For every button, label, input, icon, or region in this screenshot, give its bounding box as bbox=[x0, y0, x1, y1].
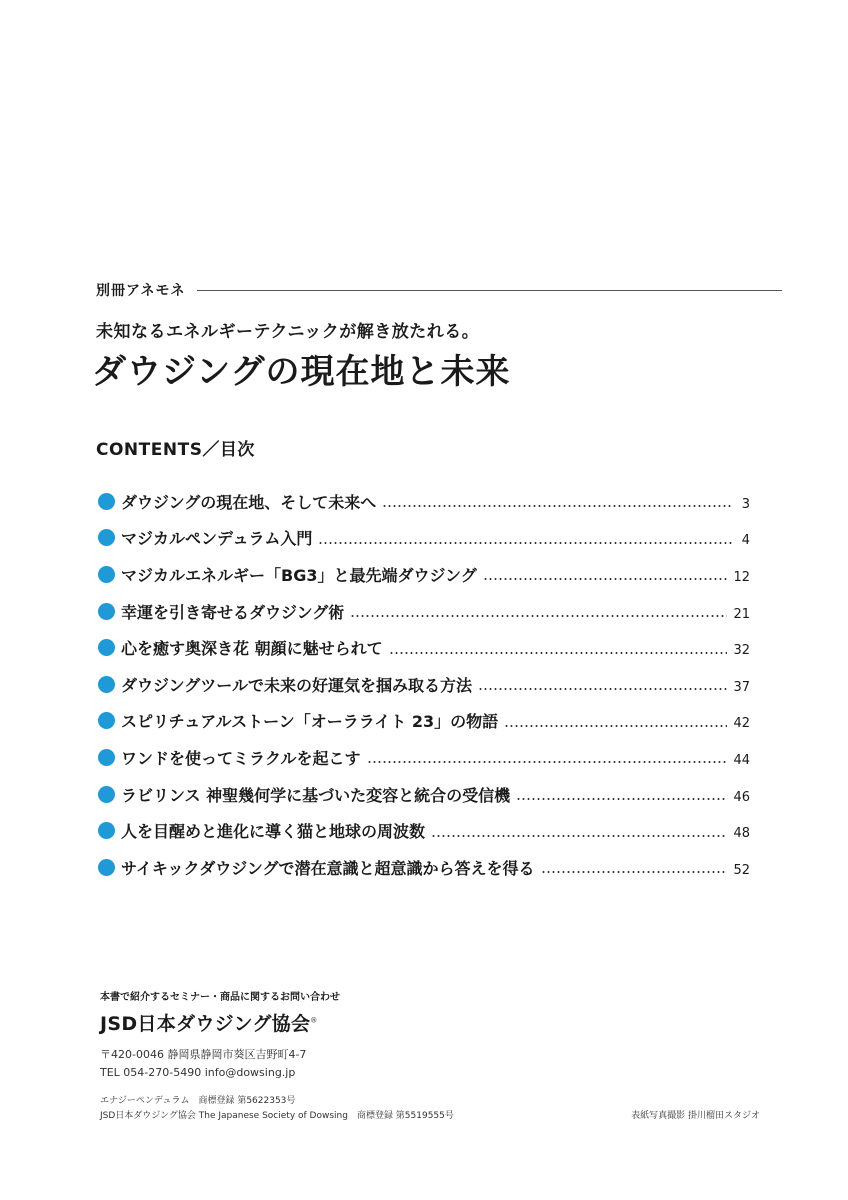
series-name: 別冊アネモネ bbox=[96, 283, 186, 299]
toc-item-title: 幸運を引き寄せるダウジング術 bbox=[121, 602, 345, 622]
toc-item-page: 21 bbox=[733, 606, 750, 622]
table-of-contents bbox=[98, 483, 750, 886]
dot-leader bbox=[431, 835, 727, 837]
bullet-icon bbox=[98, 786, 115, 803]
toc-item-page: 46 bbox=[733, 789, 750, 805]
toc-item bbox=[98, 812, 750, 849]
dot-leader bbox=[318, 542, 732, 544]
toc-item-page: 37 bbox=[733, 679, 750, 695]
toc-item-title: 心を癒す奥深き花 朝顔に魅せられて bbox=[121, 639, 383, 659]
page-subtitle: 未知なるエネルギーテクニックが解き放たれる。 bbox=[96, 322, 480, 342]
bullet-icon bbox=[98, 603, 115, 620]
series-header bbox=[96, 280, 782, 300]
dot-leader bbox=[389, 652, 728, 654]
bullet-icon bbox=[98, 822, 115, 839]
toc-item-page: 12 bbox=[733, 569, 750, 585]
contents-heading: CONTENTS／目次 bbox=[96, 440, 255, 460]
organization-name-text: JSD日本ダウジング協会 bbox=[100, 1013, 311, 1035]
organization-name bbox=[100, 1009, 760, 1036]
toc-item-page: 4 bbox=[741, 533, 750, 549]
toc-item-title: ダウジングの現在地、そして未来へ bbox=[121, 492, 377, 512]
toc-item-title: ダウジングツールで未来の好運気を掴み取る方法 bbox=[121, 675, 472, 695]
toc-item-title: サイキックダウジングで潜在意識と超意識から答えを得る bbox=[121, 858, 535, 878]
series-divider bbox=[197, 290, 782, 291]
toc-item bbox=[98, 739, 750, 776]
toc-item bbox=[98, 629, 750, 666]
inquiry-text: 本書で紹介するセミナー・商品に関するお問い合わせ bbox=[100, 992, 340, 1003]
toc-item-title: スピリチュアルストーン「オーラライト 23」の物語 bbox=[121, 712, 499, 732]
toc-item bbox=[98, 593, 750, 630]
toc-item-page: 44 bbox=[733, 752, 750, 768]
bullet-icon bbox=[98, 712, 115, 729]
toc-item-title: マジカルエネルギー「BG3」と最先端ダウジング bbox=[121, 565, 477, 585]
trademark-org: JSD日本ダウジング協会 The Japanese Society of Dowsing 商標登録 第5519555号 bbox=[100, 1111, 454, 1121]
dot-leader bbox=[516, 798, 727, 800]
dot-leader bbox=[504, 725, 727, 727]
page-title: ダウジングの現在地と未来 bbox=[92, 352, 511, 392]
address: 〒420-0046 静岡県静岡市葵区吉野町4-7 bbox=[100, 1048, 307, 1061]
toc-item bbox=[98, 703, 750, 740]
bullet-icon bbox=[98, 749, 115, 766]
trademark-row bbox=[100, 1108, 760, 1121]
footer bbox=[100, 988, 760, 1121]
bullet-icon bbox=[98, 566, 115, 583]
toc-item-title: マジカルペンデュラム入門 bbox=[121, 529, 313, 549]
toc-item bbox=[98, 483, 750, 520]
dot-leader bbox=[478, 688, 727, 690]
toc-item-title: 人を目醒めと進化に導く猫と地球の周波数 bbox=[121, 822, 426, 842]
dot-leader bbox=[541, 871, 728, 873]
bullet-icon bbox=[98, 639, 115, 656]
contact-info: TEL 054-270-5490 info@dowsing.jp bbox=[100, 1066, 296, 1079]
bullet-icon bbox=[98, 859, 115, 876]
trademark-pendulum: エナジーペンデュラム 商標登録 第5622353号 bbox=[100, 1096, 296, 1106]
dot-leader bbox=[367, 761, 728, 763]
toc-item bbox=[98, 849, 750, 886]
bullet-icon bbox=[98, 493, 115, 510]
bullet-icon bbox=[98, 676, 115, 693]
registered-mark: ® bbox=[310, 1016, 318, 1025]
toc-item-page: 48 bbox=[733, 826, 750, 842]
toc-item-page: 3 bbox=[741, 496, 750, 512]
toc-item-page: 42 bbox=[733, 716, 750, 732]
dot-leader bbox=[483, 578, 728, 580]
bullet-icon bbox=[98, 529, 115, 546]
toc-item bbox=[98, 776, 750, 813]
toc-item-title: ラビリンス 神聖幾何学に基づいた変容と統合の受信機 bbox=[121, 785, 511, 805]
toc-item-page: 52 bbox=[733, 862, 750, 878]
toc-item-page: 32 bbox=[733, 643, 750, 659]
toc-item bbox=[98, 556, 750, 593]
dot-leader bbox=[382, 505, 732, 507]
toc-item bbox=[98, 666, 750, 703]
dot-leader bbox=[350, 615, 727, 617]
photo-credit: 表紙写真撮影 掛川榴田スタジオ bbox=[631, 1111, 760, 1121]
toc-item-title: ワンドを使ってミラクルを起こす bbox=[121, 748, 361, 768]
toc-item bbox=[98, 520, 750, 557]
